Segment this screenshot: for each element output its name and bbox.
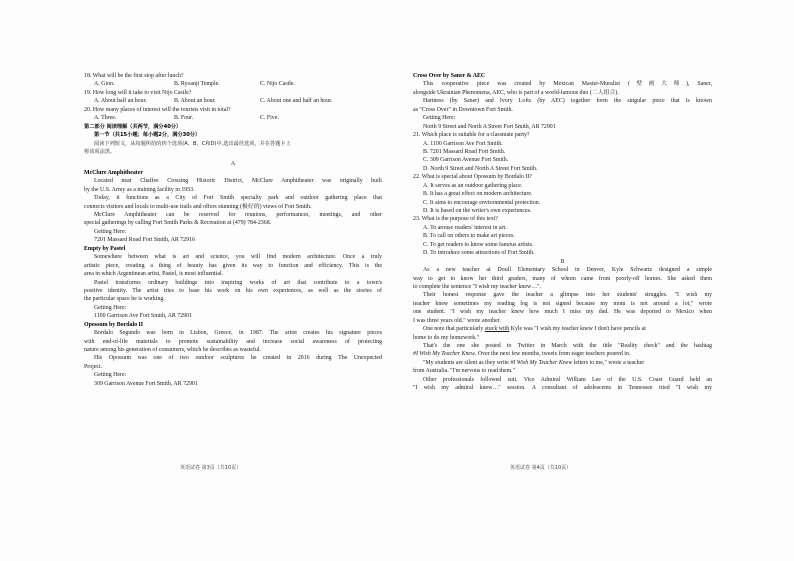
option: C. To get readers to know some famous artists.: [423, 241, 534, 248]
question-22: 22. What is special about Opossum by Bordalo II?: [413, 174, 532, 181]
heading-opossum: Opossum by Bordalo II: [84, 321, 144, 328]
heading-mcclure: McClure Amphitheater: [84, 169, 143, 176]
text-run: letters to me," wrote a teacher: [572, 359, 645, 366]
option: A. About half an hour.: [94, 98, 147, 105]
passage-b-label: B: [560, 258, 565, 265]
paragraph-line: "I wish my admiral knew…" session. A consultant of adolescents in Tennessee tried "I wish my: [413, 385, 712, 392]
question-19-options: [84, 97, 382, 105]
text-run: "My students are silent as they write: [423, 359, 511, 366]
paragraph-line: Project.: [84, 363, 103, 370]
address: 309 Garrison Avenue Fort Smith, AR 72901: [94, 380, 198, 387]
getting-here-label: Getting Here:: [94, 304, 127, 311]
option: A. It serves as an outdoor gathering place.: [423, 182, 523, 189]
left-column: [84, 72, 382, 388]
option: B. It has a great effect on modern architecture.: [423, 191, 533, 198]
option: D. To introduce some attractions of Fort Smith.: [423, 250, 535, 257]
paragraph-line: Pastel transforms ordinary buildings into inspiring works of art that contribute to a town's: [94, 279, 382, 286]
instructions-line-1: 阅读下列短文，从每题所给的四个选项(A、B、C和D)中,选出最佳选项，并在答题卡上: [94, 140, 291, 147]
option: B. To call on others to make art pieces.: [423, 233, 515, 240]
paragraph-line: alongside Ukrainian Phenomena, AEC, who is part of a world-famous duo (二人组合).: [413, 89, 619, 96]
option: C. About one and half an hour.: [260, 98, 333, 105]
text-run: . Over the next few months, tweets from eager teachers poured in.: [474, 351, 631, 358]
getting-here-label: Getting Here:: [423, 115, 456, 122]
page-footer-left: 英语试卷 第3页（共10页）: [180, 465, 242, 471]
paragraph-line: [413, 350, 712, 358]
paragraph-line: one student. "I wish my teacher knew how much I miss my dad. He was deported to Mexico when: [413, 309, 712, 316]
paragraph-line: teacher knew sometimes my reading log is not signed because my mom is not around a lot," wrote: [413, 300, 712, 307]
paragraph-line: area in which Argentinean artist, Pastel, is most influential.: [84, 271, 224, 278]
paragraph-line: the particular space he is working.: [84, 296, 165, 303]
question-23: 23. What is the purpose of this text?: [413, 216, 498, 223]
address: 7201 Massard Road Fort Smith, AR 72916: [94, 237, 195, 244]
heading-pastel: Empty by Pastel: [84, 245, 126, 252]
paragraph-line: McClure Amphitheater can be reserved for reunions, performances, meetings, and other: [94, 212, 382, 219]
address: 1100 Garrison Ave Fort Smith, AR 72901: [94, 313, 193, 320]
right-column: [413, 72, 712, 393]
text-run: One note that particularly: [423, 326, 485, 333]
paragraph-line: His Opossum was one of two outdoor sculptures he created in 2016 during The Unexpected: [94, 355, 382, 362]
paragraph-line: artistic piece, creating a thing of beauty has given its way to function and efficiency. This is the: [84, 262, 382, 269]
option: B. Ryoanji Temple.: [174, 81, 220, 88]
underlined-phrase: stuck with: [484, 326, 510, 333]
paragraph-line: As a new teacher at Doull Elementary School in Denver, Kyle Schwartz designed a simple: [423, 267, 712, 274]
option: A. 1100 Garrison Ave Fort Smith.: [423, 140, 503, 147]
option: A. To arouse readers' interest in art.: [423, 224, 507, 231]
option: C. Nijo Castle.: [260, 81, 296, 88]
option: B. About an hour.: [174, 98, 216, 105]
paragraph-line: positive identity. The artist tries to base his work on his own experiences, as well as the stories of: [84, 287, 382, 294]
page-footer-right: 英语试卷 第4页（共10页）: [510, 465, 572, 471]
question-18-options: [84, 80, 382, 88]
question-20: 20. How many places of interest will the tourists visit in total?: [84, 106, 231, 113]
option: C. It aims to encourage environmental protection.: [423, 199, 541, 206]
hashtag: #I Wish My Teacher Knew: [510, 359, 573, 366]
section-1-title: 第一节（共15小题；每小题2分，满分30分）: [94, 132, 201, 139]
paragraph-line: home to do my homework.": [413, 334, 480, 341]
paragraph-line: Hartness (by Saner) and Ivory Lofts (by AEC) together form the singular piece that is known: [423, 98, 712, 105]
paragraph-line: Today, it functions as a City of Fort Smith specialty park and outdoor gathering place that: [94, 195, 382, 202]
paragraph-line: Their honest response gave the teacher a glimpse into her students' struggles. "I wish my: [423, 292, 712, 299]
option: A. Three.: [94, 115, 117, 122]
paragraph-line: connects visitors and locals to multi-use trails and offers stunning (极好的) views of Fort Smith.: [84, 203, 312, 210]
paragraph-line: with end-of-life materials to promote sustainability and increase social awareness of protecting: [84, 338, 382, 345]
option: A. Gion.: [94, 81, 115, 88]
text-run: Kyle was "I wish my teacher knew I don't have pencils at: [509, 326, 646, 333]
option: C. 309 Garrison Avenue Fort Smith.: [423, 157, 509, 164]
paragraph-line: This cooperative piece was created by Mexican Master-Muralist (壁画大师), Saner,: [423, 81, 712, 88]
address: North 9 Street and North A Street Fort Smith, AR 72901: [423, 123, 556, 130]
paragraph-line: Somewhere between what is art and science, you will find modern architecture. Once a truly: [94, 254, 382, 261]
question-20-options: [84, 114, 382, 122]
option: D. It is based on the writer's own experiences.: [423, 208, 532, 214]
paragraph-line: Bordalo Segundo was born in Lisbon, Greece, in 1987. The artist creates his signature pieces: [94, 330, 382, 337]
getting-here-label: Getting Here:: [94, 372, 127, 379]
paragraph-line: special gatherings by calling Fort Smith Parks & Recreation at (479) 784-2368.: [84, 220, 272, 227]
option: B. Four.: [174, 115, 194, 122]
passage-a-label: A: [230, 161, 236, 168]
paragraph-line: That's the one she posted to Twitter in March with the title "Reality check" and the hashtag: [423, 343, 712, 349]
paragraph-line: [413, 325, 712, 333]
part-2-title: 第二部分 阅读理解（共两节，满分40分）: [84, 123, 182, 130]
paragraph-line: as "Cross Over" in Downtown Fort Smith.: [413, 106, 513, 113]
paragraph-line: by the U.S. Army as a training facility in 1953.: [84, 186, 195, 193]
getting-here-label: Getting Here:: [94, 228, 127, 235]
instructions-line-2: 将该项涂黑。: [84, 148, 116, 155]
hashtag: #I Wish My Teacher Knew: [413, 351, 475, 358]
paragraph-line: [413, 359, 712, 367]
option: B. 7201 Massard Road Fort Smith.: [423, 148, 506, 155]
question-21: 21. Which place is suitable for a classmate party?: [413, 132, 530, 139]
paragraph-line: from Australia. "I'm nervous to read them.": [413, 368, 516, 375]
option: D. North 9 Street and North A Street Fort Smith.: [423, 165, 538, 172]
option: C. Five.: [260, 115, 279, 122]
paragraph-line: Other professionals followed suit. Vice Admiral William Lee of the U.S. Coast Guard held an: [423, 376, 712, 383]
paragraph-line: Located near Chaffee Crossing Historic District, McClure Amphitheater was originally built: [94, 178, 382, 185]
question-19: 19. How long will it take to visit Nijo Castle?: [84, 89, 192, 96]
paragraph-line: way to get to know her third graders, many of whom came from poorly-off homes. She asked them: [413, 275, 712, 282]
question-18: 18. What will be the first stop after lunch?: [84, 73, 184, 79]
paragraph-line: nature among his generation of consumers, which he describes as wasteful.: [84, 347, 261, 354]
heading-cross-over: Cross Over by Saner & AEC: [413, 73, 486, 79]
paragraph-line: I was three years old." wrote another.: [413, 317, 501, 324]
paragraph-line: to complete the sentence "I wish my teacher knew…".: [413, 283, 541, 290]
